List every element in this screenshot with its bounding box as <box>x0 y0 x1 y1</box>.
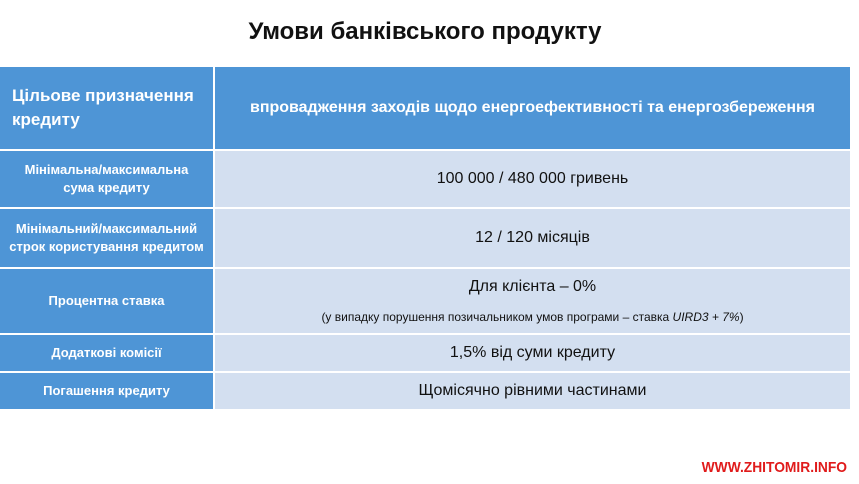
table-row-repayment <box>0 372 850 410</box>
row-value-interest <box>214 268 850 334</box>
row-value: впровадження заходів щодо енергоефективності та енергозбереження <box>214 67 850 150</box>
note-rate: UIRD3 + 7% <box>672 310 740 324</box>
interest-rate-note <box>223 308 842 326</box>
table-row-commission <box>0 334 850 372</box>
watermark: WWW.ZHITOMIR.INFO <box>701 459 847 476</box>
row-label: Додаткові комісії <box>0 334 214 372</box>
table-row-purpose <box>0 67 850 150</box>
table-row-amount <box>0 150 850 208</box>
row-value: 1,5% від суми кредиту <box>214 334 850 372</box>
page-title: Умови банківського продукту <box>248 18 602 45</box>
table-row-term <box>0 208 850 268</box>
row-value: Щомісячно рівними частинами <box>214 372 850 410</box>
row-label: Процентна ставка <box>0 268 214 334</box>
note-suffix: ) <box>739 310 744 324</box>
row-label: Мінімальний/максимальний строк користування кредитом <box>0 208 214 268</box>
note-prefix: (у випадку порушення позичальником умов програми – ставка <box>321 310 673 324</box>
row-label: Цільове призначення кредиту <box>0 67 214 150</box>
row-label: Мінімальна/максимальна сума кредиту <box>0 150 214 208</box>
conditions-table <box>0 67 850 411</box>
row-value: 12 / 120 місяців <box>214 208 850 268</box>
interest-rate-value: Для клієнта – 0% <box>468 278 597 295</box>
table-row-interest <box>0 268 850 334</box>
row-label: Погашення кредиту <box>0 372 214 410</box>
row-value: 100 000 / 480 000 гривень <box>214 150 850 208</box>
